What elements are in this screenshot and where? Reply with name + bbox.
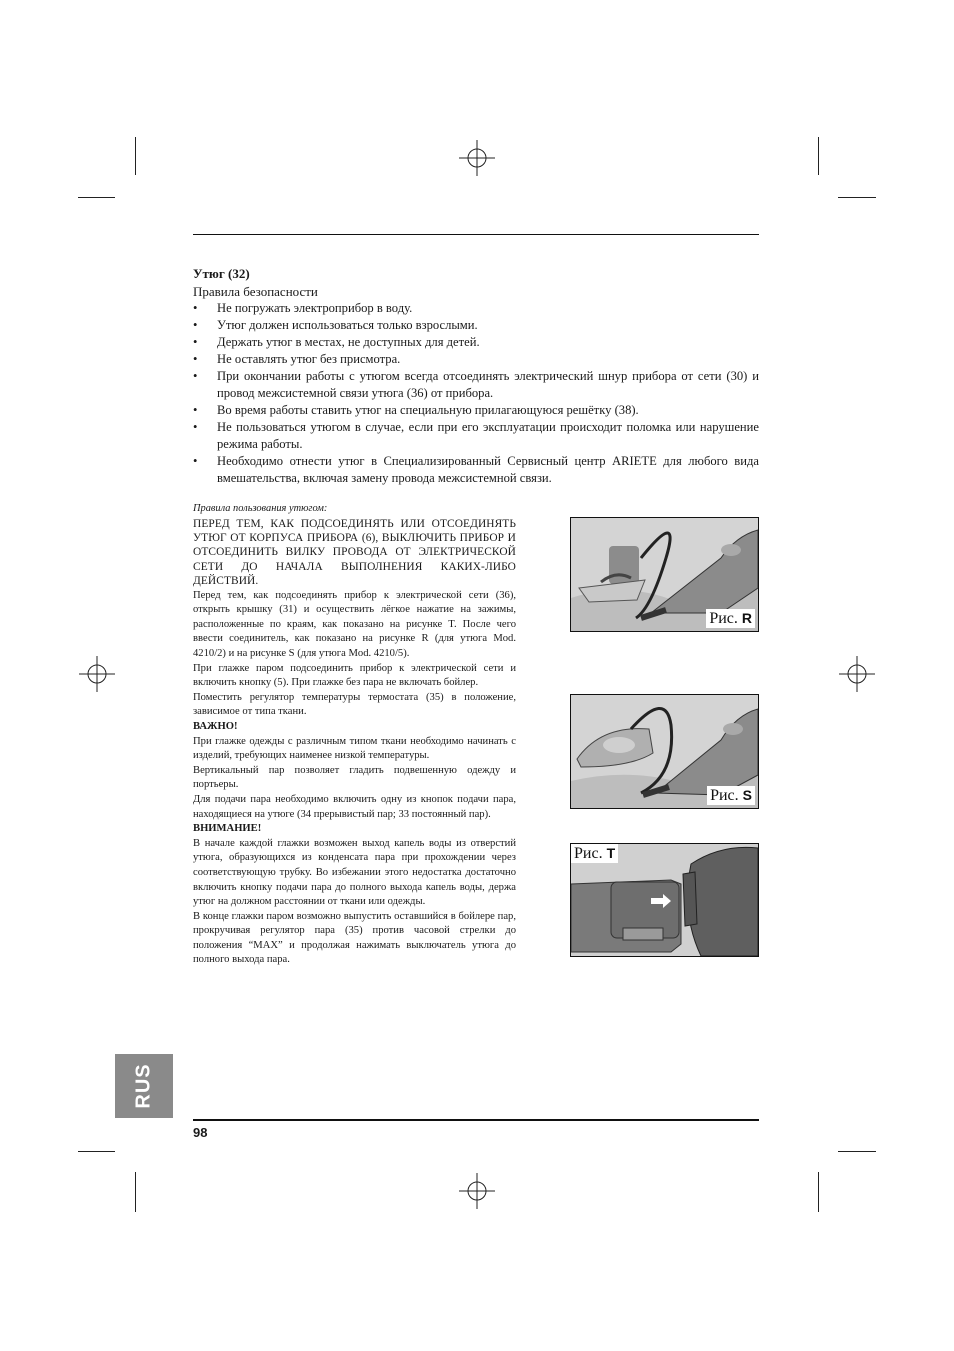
bullet-icon: • (193, 301, 198, 315)
bullet-icon: • (193, 454, 198, 468)
list-item (193, 351, 759, 368)
figure-prefix: Рис. (709, 610, 738, 627)
figure-label (571, 844, 618, 863)
bullet-icon: • (193, 369, 198, 383)
crop-mark (818, 137, 819, 175)
figure-letter: R (741, 610, 752, 626)
figure-prefix: Рис. (710, 787, 739, 804)
crop-mark (135, 137, 136, 175)
list-item (193, 300, 759, 317)
crop-mark (78, 1151, 115, 1152)
rule-text: Не оставлять утюг без присмотра. (217, 352, 401, 366)
attention-label: ВНИМАНИЕ! (193, 823, 262, 835)
para-attention: В начале каждой глажки возможен выход капель воды из отверстий утюга, образующихся из конденсата пара при прохождении через соответствующую трубку. Во избежании этого недостатка достаточно включить кнопку подачи пара до полного выхода капель воды, держа утюг на должном расстоянии от ткани или одежды. (193, 837, 516, 908)
safety-rules-list (193, 300, 759, 487)
list-item (193, 419, 759, 453)
figure-prefix: Рис. (574, 845, 603, 862)
language-tab-label: RUS (132, 1063, 155, 1109)
rule-text: Утюг должен использоваться только взрослыми. (217, 318, 478, 332)
rule-text: Необходимо отнести утюг в Специализированный Сервисный центр ARIETE для любого вида вмешательства, включая замену провода межсистемной связи. (217, 454, 759, 485)
usage-heading: Правила пользования утюгом: (193, 503, 328, 514)
rule-text: Держать утюг в местах, не доступных для детей. (217, 335, 480, 349)
section-title: Утюг (32) (193, 266, 250, 281)
header-rule (193, 234, 759, 235)
list-item (193, 334, 759, 351)
para-connect: Перед тем, как подсоединять прибор к электрической сети (36), открыть крышку (31) и осуществить лёгкое нажатие на зажимы, расположенные по краям, как показано на рисунке T. После чего ввести соединитель, как показано на рисунке R (для утюга Mod. 4210/2) и на рисунке S (для утюга Mod. 4210/5). (193, 589, 516, 659)
registration-mark-icon (459, 140, 495, 176)
bullet-icon: • (193, 420, 198, 434)
list-item (193, 368, 759, 402)
figure-letter: S (742, 787, 752, 803)
bullet-icon: • (193, 403, 198, 417)
registration-mark-icon (839, 656, 875, 692)
figure-r (570, 517, 759, 632)
page-number: 98 (193, 1125, 208, 1140)
figure-label (707, 786, 755, 805)
crop-mark (838, 197, 876, 198)
footer-rule (193, 1119, 759, 1121)
figure-s (570, 694, 759, 809)
bullet-icon: • (193, 335, 198, 349)
list-item (193, 453, 759, 487)
para-steam-buttons: Для подачи пара необходимо включить одну из кнопок подачи пара, находящиеся на утюге (34 прерывистый пар; 33 постоянный пар). (193, 793, 516, 820)
figure-letter: T (606, 845, 616, 861)
list-item (193, 402, 759, 419)
registration-mark-icon (79, 656, 115, 692)
list-item (193, 317, 759, 334)
safety-heading: Правила безопасности (193, 284, 318, 299)
para-steam-iron: При глажке паром подсоединить прибор к электрической сети и включить кнопку (5). При глажке без пара не включать бойлер. (193, 662, 516, 689)
crop-mark (135, 1172, 136, 1212)
para-vertical: Вертикальный пар позволяет гладить подвешенную одежду и портьеры. (193, 764, 516, 791)
crop-mark (78, 197, 115, 198)
crop-mark (818, 1172, 819, 1212)
language-tab (115, 1054, 173, 1118)
rule-text: При окончании работы с утюгом всегда отсоединять электрический шнур прибора от сети (30) и провод межсистемной связи утюга (36) от прибора. (217, 369, 759, 400)
para-important: При глажке одежды с различным типом ткани необходимо начинать с изделий, требующих наименее низкой температуры. (193, 735, 516, 762)
bullet-icon: • (193, 318, 198, 332)
registration-mark-icon (459, 1173, 495, 1209)
usage-column (193, 502, 516, 968)
bullet-icon: • (193, 352, 198, 366)
important-label: ВАЖНО! (193, 720, 238, 732)
para-end: В конце глажки паром возможно выпустить оставшийся в бойлере пар, прокручивая регулятор пара (35) против часовой стрелки до положения “MAX” и продолжая нажимать выключатель утюга до полного выхода пара. (193, 910, 516, 966)
rule-text: Не пользоваться утюгом в случае, если при его эксплуатации происходит поломка или нарушение режима работы. (217, 420, 759, 451)
para-thermostat: Поместить регулятор температуры термостата (35) в положение, зависимое от типа ткани. (193, 691, 516, 718)
figure-label (706, 609, 755, 628)
rule-text: Не погружать электроприбор в воду. (217, 301, 413, 315)
crop-mark (838, 1151, 876, 1152)
warning-caps: ПЕРЕД ТЕМ, КАК ПОДСОЕДИНЯТЬ ИЛИ ОТСОЕДИНЯТЬ УТЮГ ОТ КОРПУСА ПРИБОРА (6), ВЫКЛЮЧИТЬ ПРИБОР И ОТСОЕДИНИТЬ ВИЛКУ ПРОВОДА ОТ ЭЛЕКТРИЧЕСКОЙ СЕТИ ДО НАЧАЛА ВЫПОЛНЕНИЯ КАКИХ-ЛИБО ДЕЙСТВИЙ. (193, 517, 516, 588)
rule-text: Во время работы ставить утюг на специальную прилагающуюся решётку (38). (217, 403, 639, 417)
figure-t (570, 843, 759, 957)
